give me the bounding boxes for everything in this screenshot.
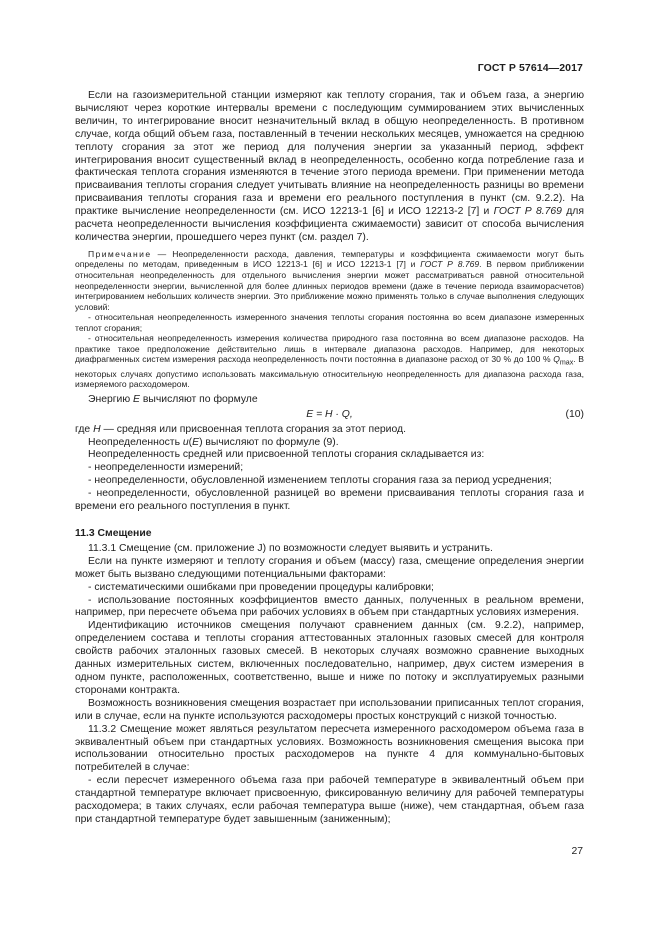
uncertainty-variable: E xyxy=(192,436,200,448)
note-condition-2-tail: . В некоторых случаях допустимо использовать максимальную относительную неопределенность для диапазона расхода газа, измеряемого расходомером. xyxy=(75,354,585,390)
where-tail: — средняя или присвоенная теплота сгорания за этот период. xyxy=(100,423,406,435)
section-paragraph-8: - если пересчет измеренного объема газа при рабочей температуре в эквивалентный объем при стандартной температуре включает присвоенную, фиксированную величину для рабочей температуры расходомера; в таких случаях, если рабочая температура выше (ниже), чем стандартная, объем газа при стандартной температуре будет завышенным (заниженным); xyxy=(75,775,584,825)
note-text-2: . В первом приближении относительная неопределенность для отдельного вычисления энергии может рассматриваться равной относительной неопределенности энергии, вычисленной для более длинных периодов времени (даже в течение периода взаиморасчетов) интегрированием небольших количеств энергии. Это приближение можно применять только в случае выполнения следующих условий: xyxy=(75,259,584,312)
note-condition-2 xyxy=(75,333,584,389)
formula-expression: E = H · Q, xyxy=(306,408,353,420)
section-paragraph-5: Идентификацию источников смещения получают сравнением данных (см. 9.2.2), например, определением состава и теплоты сгорания аттестованных эталонных газовых смесей для контроля свойств рабочих эталонных газовых смесей. В некоторых случаях возможно сравнение выходных данных измерительных систем, включенных последовательно, например, двух систем измерения в одном пункте, расположенных, соответственно, выше и ниже по потоку и эксплуатируемых разными сторонами контракта. xyxy=(75,620,584,696)
intro-paragraph xyxy=(75,90,584,245)
section-paragraph-3: - систематическими ошибками при проведении процедуры калибровки; xyxy=(88,581,434,593)
uncertainty-source-3: - неопределенности, обусловленной разницей во времени присваивания теплоты сгорания газа и времени его реального поступления в пункт. xyxy=(75,488,584,513)
heat-variable: H xyxy=(93,423,101,435)
standard-reference: ГОСТ Р 8.769 xyxy=(493,206,562,218)
section-paragraph-4: - использование постоянных коэффициентов вместо данных, полученных в реальном времени, например, при пересчете объема при рабочих условиях в объем при стандартных условиях измерения. xyxy=(75,594,584,619)
section-paragraph-6: Возможность возникновения смещения возрастает при использовании приписанных теплот сгорания, или в случае, если на пункте используются расходомеры простых конструкций с низкой точностью. xyxy=(75,697,584,722)
standard-code-header: ГОСТ Р 57614—2017 xyxy=(477,62,583,74)
energy-variable: E xyxy=(133,393,140,405)
uncertainty-paren: ( xyxy=(188,436,193,448)
formula-intro-text: Энергию xyxy=(88,393,134,405)
page-number: 27 xyxy=(571,846,583,857)
note-block xyxy=(75,249,584,390)
formula-10 xyxy=(75,408,584,422)
uncertainty-source-1: - неопределенности измерений; xyxy=(88,462,244,474)
intro-text-2: для расчета неопределенности вычисления коэффициента сжимаемости) зависит от способа вычисления количества энергии, прошедшего через пункт (см. раздел 7). xyxy=(75,206,584,243)
uncertainty-source-2: - неопределенности, обусловленной изменением теплоты сгорания газа за период усреднения; xyxy=(88,475,552,487)
note-text-1: — Неопределенности расхода, давления, температуры и коэффициента сжимаемости могут быть определены по методам, приведенным в ИСО 12213-1 [6] и ИСО 12213-1 [7] и xyxy=(75,248,584,270)
q-symbol: Q xyxy=(553,354,560,365)
where-text: где xyxy=(75,423,94,435)
page-content xyxy=(75,90,584,827)
formula-number: (10) xyxy=(565,408,584,420)
uncertainty-text: Неопределенность xyxy=(88,436,183,448)
note-label: Примечание xyxy=(88,248,152,259)
formula-intro-tail: вычисляют по формуле xyxy=(139,393,258,405)
formula-where xyxy=(75,424,584,437)
note-condition-1: - относительная неопределенность измеренного значения теплоты сгорания постоянна во всем диапазоне измеренных теплот сгорания; xyxy=(75,312,584,333)
uncertainty-line xyxy=(75,437,584,450)
uncertainty-tail: ) вычисляют по формуле (9). xyxy=(199,436,339,448)
q-subscript: max xyxy=(559,359,574,368)
note-paragraph xyxy=(75,249,584,312)
uncertainty-function: u xyxy=(182,436,189,448)
note-condition-2-text: - относительная неопределенность измерения количества природного газа постоянна во всем диапазоне расходов. На практике такое предположение действительно лишь в интервале диапазона расходов. Например, для некоторых диафрагменных систем измерения расхода неопределенность почти постоянна в диапазоне расход от 30 % до 100 % xyxy=(75,333,584,365)
note-standard-reference: ГОСТ Р 8.769 xyxy=(420,259,480,270)
section-paragraph-2: Если на пункте измеряют и теплоту сгорания и объем (массу) газа, смещение определения энергии может быть вызвано следующими потенциальными факторами: xyxy=(75,555,584,580)
formula-intro xyxy=(75,394,584,407)
intro-text-1: Если на газоизмерительной станции измеряют как теплоту сгорания, так и объем газа, а энергию вычисляют через короткие интервалы времени с последующим суммированием этих вычисленных величин, то интегрирование вносит незначительный вклад в общую неопределенность. В противном случае, когда общий объем газа, поставленный в течении нескольких месяцев, умножается на среднюю теплоту сгорания за этот же период для получения энергии за указанный период, эффект интегрирования вносит существенный вклад в неопределенность, особенно когда потребление газа и фактическая теплота сгорания изменяются в течение этого периода времени. При применении метода присваивания теплоты сгорания следует учитывать влияние на неопределенность разницы во времени присваивания теплоты сгорания газа и времени его реального поступления в пункт (см. 9.2.2). На практике вычисление неопределенности (см. ИСО 12213-1 [6] и ИСО 12213-2 [7] и xyxy=(75,90,584,218)
section-heading: 11.3 Смещение xyxy=(75,527,152,539)
section-paragraph-1: 11.3.1 Смещение (см. приложение J) по возможности следует выявить и устранить. xyxy=(88,542,493,554)
section-paragraph-7: 11.3.2 Смещение может являться результатом пересчета измеренного расходомером объема газа в эквивалентный объем при стандартных условиях. Возможность возникновения смещения высока при использовании относительно простых расходомеров на пункте 4 для коммунально-бытовых потребителей в случае: xyxy=(75,723,584,774)
uncertainty-sources-intro: Неопределенность средней или присвоенной теплоты сгорания складывается из: xyxy=(88,449,485,461)
